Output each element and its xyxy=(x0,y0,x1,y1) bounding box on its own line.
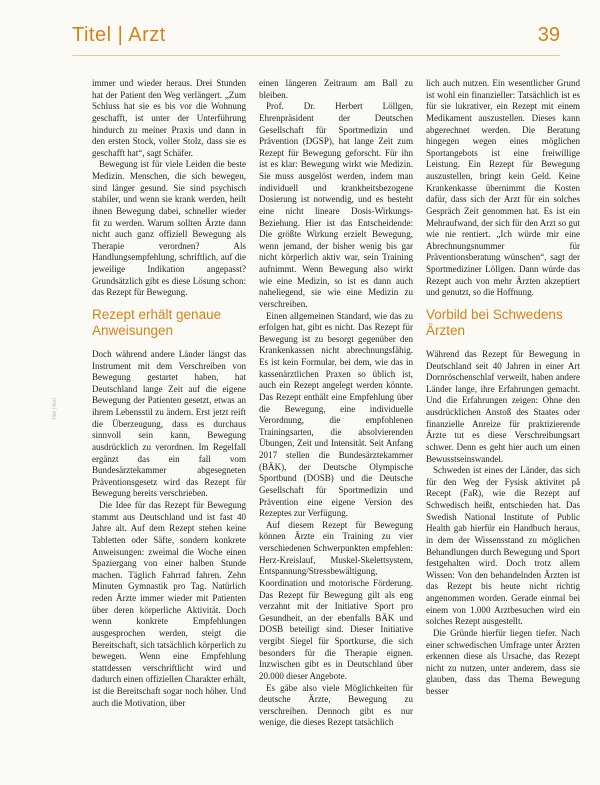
paragraph: Während das Rezept für Bewegung in Deutschland seit 40 Jahren in einer Art Dornröschenschlaf verweilt, haben andere Länder lange, ihre Erfahrungen gemacht. Und die Erfahrungen zeigen: Ohne den ausdrücklichen Anstoß des Staates oder finanzielle Anreize für praktizierende Ärzte tut es diese Verschreibungsart schwer. Denn es geht hier auch um einen Bewusstseinswandel. xyxy=(426,348,580,464)
section-heading: Rezept erhält genaue Anweisungen xyxy=(92,306,222,338)
header-rule xyxy=(72,55,560,56)
column-1 xyxy=(92,78,246,783)
section-rubric: Titel | Arzt xyxy=(72,24,166,46)
paragraph: immer und wieder heraus. Drei Stunden hat der Patient den Weg verlängert. „Zum Schluss hat sie es bis vor die Wohnung geschafft, ist unter der Unterführung hindurch zu meiner Praxis und dann in den ersten Stock, voller Stolz, dass sie es geschafft hat“, sagt Schäfer. xyxy=(92,78,246,158)
page-header xyxy=(0,0,600,62)
paragraph: Es gäbe also viele Möglichkeiten für deutsche Ärzte, Bewegung zu verschreiben. Dennoch gibt es nur wenige, die dieses Rezept tatsächlich xyxy=(259,682,413,728)
article-body xyxy=(92,78,580,783)
paragraph: Die Idee für das Rezept für Bewegung stammt aus Deutschland und ist fast 40 Jahre alt. Auf dem Rezept stehen keine Tabletten oder Säfte, sondern konkrete Anweisungen: zweimal die Woche einen Spaziergang von einer halben Stunde machen. Täglich Fahrrad fahren. Zehn Minuten Gymnastik pro Tag. Natürlich reden Ärzte immer wieder mit Patienten über deren körperliche Aktivität. Doch wenn konkrete Empfehlungen ausgesprochen werden, steigt die Bereitschaft, sich tatsächlich körperlich zu bewegen. Wenn eine Empfehlung stattdessen verschriftlicht wird und dadurch einen offiziellen Charakter erhält, ist die Bereitschaft sogar noch höher. Und auch die Motivation, über xyxy=(92,500,246,708)
paragraph: Doch während andere Länder längst das Instrument mit dem Verschreiben von Bewegung gestartet haben, hat Deutschland lange Zeit auf die eigene Bewegung der Patienten gesetzt, etwas an ihrem Lebensstil zu ändern. Erst jetzt reift die Überzeugung, dass es durchaus sinnvoll sein kann, Bewegung ausdrücklich zu verordnen. Im Regelfall ergänzt das ein fall vom Bundesärztekammer abgesegneten Präventionsgesetz wird das Rezept für Bewegung bereits verschrieben. xyxy=(92,348,246,499)
column-3 xyxy=(426,78,580,783)
paragraph: lich auch nutzen. Ein wesentlicher Grund ist wohl ein finanzieller: Tatsächlich ist es für sie lukrativer, ein Rezept mit einem Medikament auszustellen. Dieses kann abgerechnet werden. Die Beratung hingegen wegen eines möglichen Sportangebots ist eine freiwillige Leistung. Ein Rezept für Bewegung auszustellen, bringt kein Geld. Keine Krankenkasse übernimmt die Kosten dafür, dass sich der Arzt für ein solches Gespräch Zeit genommen hat. Es ist ein Mehraufwand, der sich für den Arzt so gut wie nie rentiert. „Ich würde mir eine Abrechnungsnummer für Präventionsberatung wünschen“, sagt der Sportmediziner Löllgen. Dann würde das Rezept auch von mehr Ärzten akzeptiert und genutzt, so die Hoffnung. xyxy=(426,78,580,298)
section-heading: Vorbild bei Schwedens Ärzten xyxy=(426,306,563,338)
column-2 xyxy=(259,78,413,783)
paragraph: einen längeren Zeitraum am Ball zu bleiben. xyxy=(259,78,413,100)
paragraph: Schweden ist eines der Länder, das sich für den Weg der Fysisk aktivitet på Recept (FaR), wie die Rezept auf Schwedisch heißt, entschieden hat. Das Swedish National Institute of Public Health gab hierfür ein Handbuch heraus, in dem der Wissensstand zu möglichen Behandlungen durch Bewegung und Sport festgehalten wird. Doch trotz allem Wissen: Von den behandelnden Ärzten ist das Rezept bis heute nicht richtig angenommen worden. Gerade einmal bei einem von 1.000 Arztbesuchen wird ein solches Rezept ausgestellt. xyxy=(426,465,580,627)
paragraph: Einen allgemeinen Standard, wie das zu erfolgen hat, gibt es nicht. Das Rezept für Bewegung ist zu besorgt gegenüber den Krankenkassen nicht abrechnungsfähig. Es ist kein Formular, bei dem, wie das in kassenärztlichen Praxen so üblich ist, auch ein Rezept angelegt werden könnte. Das Rezept enthält eine Empfehlung über die Bewegung, eine individuelle Verordnung, die empfohlenen Trainingsarten, die absolvierenden Übungen, Zeit und Intensität. Seit Anfang 2017 stellen die Bundesärztekammer (BÄK), der Deutsche Olympische Sportbund (DOSB) und die Deutsche Gesellschaft für Sportmedizin und Prävention eine eigene Version des Rezeptes zur Verfügung. xyxy=(259,310,413,519)
paragraph: Die Gründe hierfür liegen tiefer. Nach einer schwedischen Umfrage unter Ärzten erkennen diese als Ursache, das Rezept nicht zu nutzen, unter anderem, dass sie glauben, dass das Thema Bewegung besser xyxy=(426,627,580,696)
paragraph: Auf diesem Rezept für Bewegung können Ärzte ein Training zu vier verschiedenen Schwerpunkten empfehlen: Herz-Kreislauf, Muskel-Skelettsystem, Entspannung/Stressbewältigung, Koordination und motorische Förderung. Das Rezept für Bewegung gilt als eng verzahnt mit der Initiative Sport pro Gesundheit, an der ebenfalls BÄK und DOSB beteiligt sind. Dieser Initiative vergibt Siegel für Sportkurse, die sich besonders für die Therapie eignen. Inzwischen gibt es in Deutschland über 20.000 dieser Angebote. xyxy=(259,519,413,681)
paragraph: Bewegung ist für viele Leiden die beste Medizin. Menschen, die sich bewegen, sind länger gesund. Sie sind psychisch stabiler, und wenn sie krank werden, heilt ihnen Bewegung dabei, schneller wieder fit zu werden. Warum sollten Ärzte dann nicht auch ganz offiziell Bewegung als Therapie verordnen? Als Handlungsempfehlung, schriftlich, auf die jeweilige Indikation angepasst? Grundsätzlich gibt es diese Lösung schon: das Rezept für Bewegung. xyxy=(92,159,246,298)
side-credit: Titel | Arzt xyxy=(52,398,58,420)
paragraph: Prof. Dr. Herbert Löllgen, Ehrenpräsident der Deutschen Gesellschaft für Sportmedizin und Prävention (DGSP), hat lange Zeit zum Rezept für Bewegung geforscht. Für ihn ist es klar: Bewegung wirkt wie Medizin. Sie muss ausgelöst werden, indem man individuell und krankheitsbezogene Dosierung ist notwendig, und es besteht eine nicht lineare Dosis-Wirkungs-Beziehung. Hier ist das Entscheidende: Die größte Wirkung erzielt Bewegung, wenn jemand, der bisher wenig bis gar nicht körperlich aktiv war, sein Training aufnimmt. Wenn Bewegung also wirkt wie eine Medizin, so ist es dann auch naheliegend, sie wie eine Medizin zu verschreiben. xyxy=(259,101,413,309)
page-number: 39 xyxy=(537,24,560,46)
